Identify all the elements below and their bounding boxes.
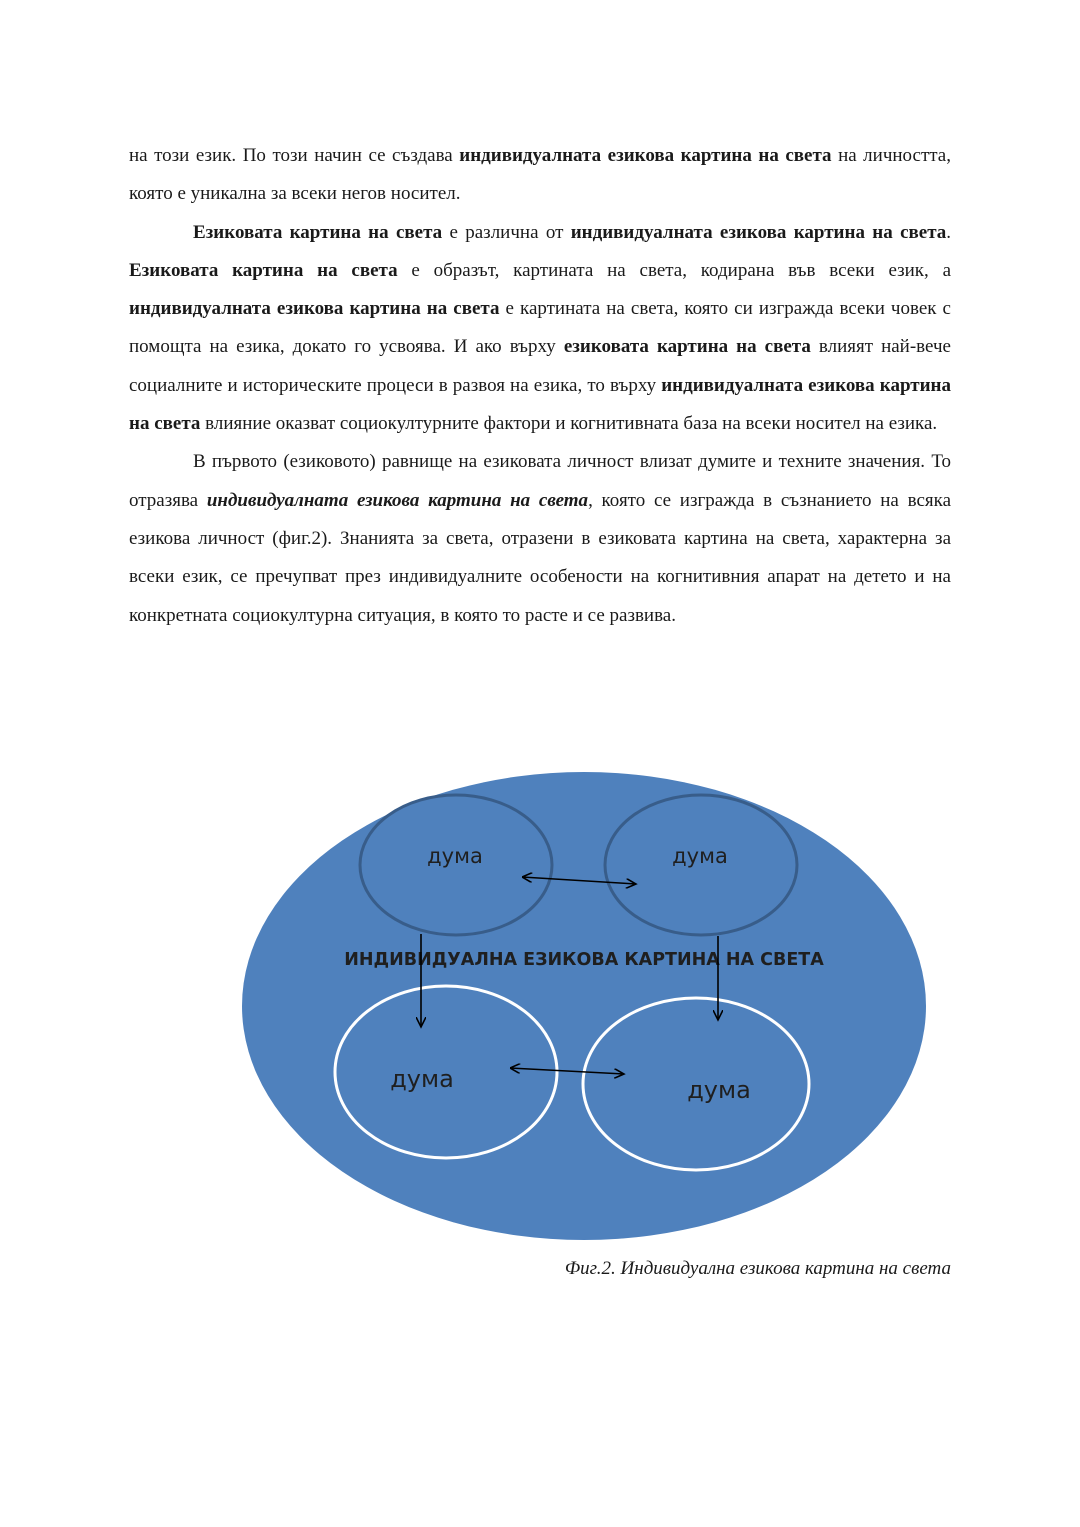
- plain-text: влияние оказват социокултурните фактори и когнитивната база на всеки носител на езика.: [200, 413, 938, 435]
- plain-text: е картината на света, която си изгражда всеки човек с помощта на езика, докато го усвоява. И ако върху: [129, 298, 951, 358]
- plain-text: , която се изгражда в съзнанието на всяка езикова личност (фиг.2). Знанията за света, отразени в езиковата картина на света, характерна за всеки език, се пречупват през индивидуалните особености на когнитивния апарат на детето и на конкретната социокултурна ситуация, в която то расте и се развива.: [129, 489, 952, 626]
- emphasis-text: индивидуалната езикова картина на света: [206, 489, 589, 511]
- emphasis-text: индивидуалната езикова картина на света: [459, 145, 832, 166]
- plain-text: на този език. По този начин се създава: [129, 145, 460, 166]
- emphasis-text: езиковата картина на света: [563, 336, 811, 358]
- emphasis-text: индивидуалната езикова картина на света: [570, 221, 947, 243]
- emphasis-text: индивидуалната езикова картина на света: [129, 298, 500, 320]
- plain-text: В първото (езиковото) равнище на езиковата личност влизат думите и техните значения. То отразява: [129, 451, 951, 511]
- paragraph: [129, 137, 951, 214]
- plain-text: е образът, картината на света, кодирана във всеки език, а: [397, 259, 952, 281]
- word-top-right: дума: [672, 844, 728, 868]
- plain-text: влияят най-вече социалните и историческите процеси в развоя на езика, то върху: [129, 336, 951, 396]
- figure-caption: Фиг.2. Индивидуална езикова картина на света: [564, 1258, 951, 1279]
- language-picture-diagram: [0, 760, 1080, 1260]
- word-top-left: дума: [427, 844, 483, 868]
- paragraph: [129, 443, 951, 634]
- body-text: [129, 137, 951, 635]
- emphasis-text: Езиковата картина на света: [129, 259, 398, 281]
- center-label: ИНДИВИДУАЛНА ЕЗИКОВА КАРТИНА НА СВЕТА: [344, 950, 824, 970]
- word-bottom-left: дума: [390, 1065, 454, 1093]
- paragraph: [129, 214, 951, 444]
- plain-text: .: [946, 221, 952, 243]
- emphasis-text: Езиковата картина на света: [193, 221, 443, 243]
- outer-ellipse: [242, 772, 926, 1240]
- plain-text: на личността, която е уникална за всеки негов носител.: [129, 145, 951, 205]
- word-bottom-right: дума: [687, 1076, 751, 1104]
- emphasis-text: индивидуалната езикова картина на света: [129, 374, 951, 435]
- plain-text: е различна от: [442, 221, 571, 243]
